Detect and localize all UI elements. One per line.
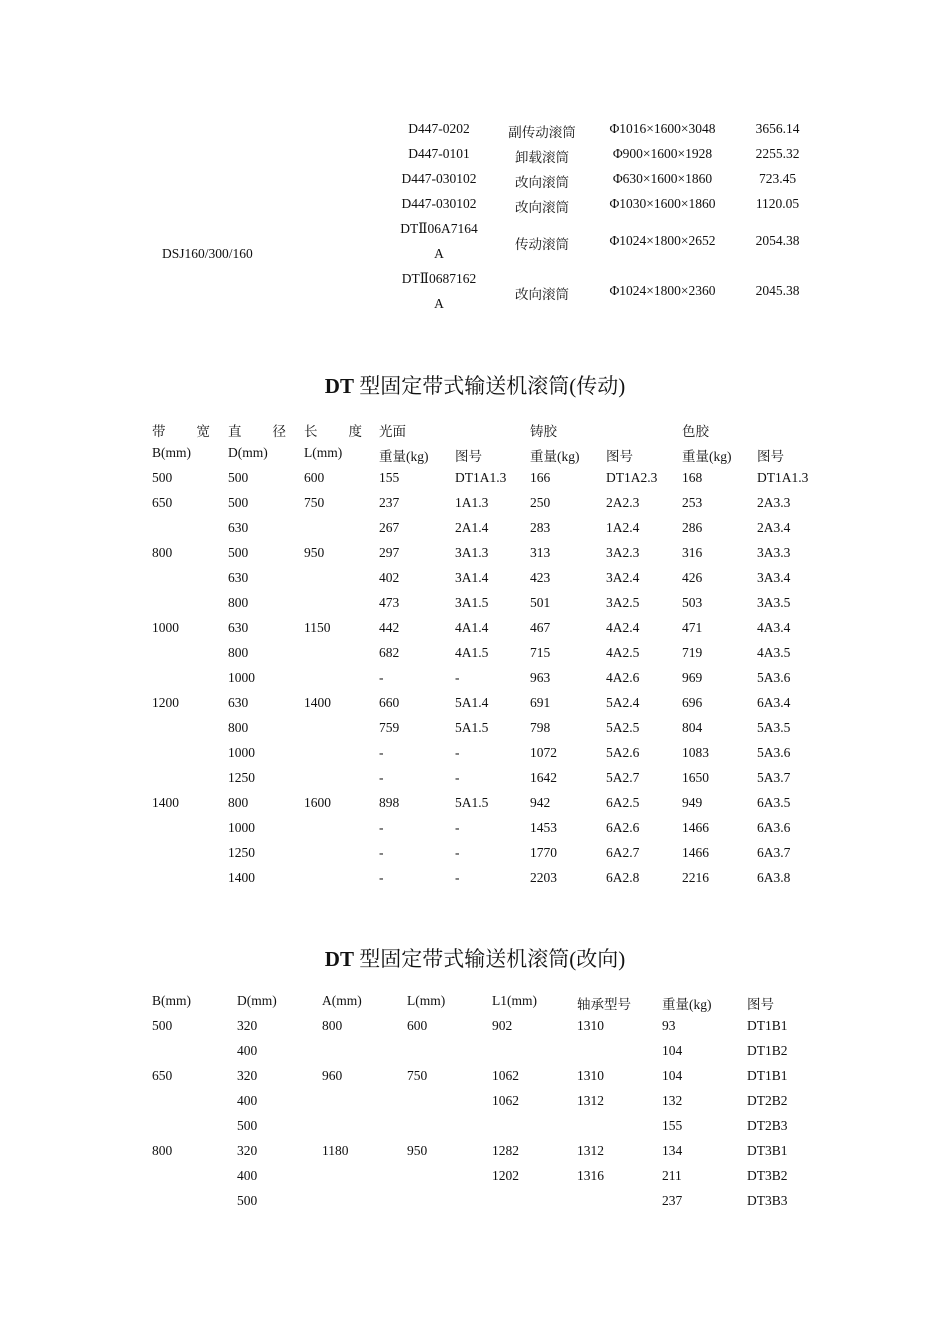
cell-plain-weight: 297 [379, 545, 400, 560]
part-spec: Φ1030×1600×1860 [609, 196, 716, 211]
cell-plain-drawing: 2A1.4 [455, 520, 489, 535]
part-spec: Φ1016×1600×3048 [609, 121, 716, 136]
header-char: 度 [348, 424, 362, 439]
cell-l1-dim: 1062 [492, 1093, 519, 1108]
header-char: 长 [304, 424, 318, 439]
header-color-weight: 重量(kg) [682, 449, 732, 464]
cell-cast-drawing: 6A2.5 [606, 795, 640, 810]
header-weight: 重量(kg) [662, 997, 712, 1012]
cell-color-weight: 1650 [682, 770, 709, 785]
cell-belt-width: 650 [152, 1068, 173, 1083]
cell-l1-dim: 902 [492, 1018, 513, 1033]
title-bold-prefix: DT [324, 374, 354, 398]
cell-color-weight: 253 [682, 495, 703, 510]
cell-plain-drawing: 5A1.5 [455, 795, 489, 810]
cell-weight: 132 [662, 1093, 683, 1108]
cell-plain-drawing: 4A1.5 [455, 645, 489, 660]
cell-cast-drawing: DT1A2.3 [606, 470, 658, 485]
cell-drawing-number: DT2B2 [747, 1093, 788, 1108]
cell-diameter: 1000 [228, 820, 255, 835]
cell-l1-dim: 1282 [492, 1143, 519, 1158]
cell-color-weight: 696 [682, 695, 703, 710]
cell-cast-weight: 1770 [530, 845, 557, 860]
part-weight: 1120.05 [755, 196, 800, 211]
header-cast-drawing: 图号 [606, 449, 633, 464]
cell-color-drawing: 3A3.4 [757, 570, 791, 585]
cell-plain-drawing: 4A1.4 [455, 620, 489, 635]
cell-cast-drawing: 3A2.5 [606, 595, 640, 610]
cell-color-weight: 426 [682, 570, 703, 585]
cell-color-weight: 1466 [682, 845, 709, 860]
cell-plain-weight: - [379, 745, 384, 760]
cell-belt-width: 1000 [152, 620, 179, 635]
cell-cast-weight: 2203 [530, 870, 557, 885]
part-weight: 723.45 [758, 171, 797, 186]
header-char: 带 [152, 424, 166, 439]
cell-cast-weight: 1072 [530, 745, 557, 760]
cell-color-drawing: 6A3.7 [757, 845, 791, 860]
cell-plain-weight: - [379, 870, 384, 885]
part-weight: 3656.14 [755, 121, 800, 136]
cell-plain-weight: - [379, 845, 384, 860]
cell-plain-drawing: 3A1.5 [455, 595, 489, 610]
part-spec: Φ1024×1800×2652 [609, 233, 716, 248]
cell-plain-weight: 660 [379, 695, 400, 710]
cell-l1-dim: 1202 [492, 1168, 519, 1183]
cell-diameter: 800 [228, 645, 249, 660]
cell-plain-drawing: - [455, 745, 460, 760]
header-cast-weight: 重量(kg) [530, 449, 580, 464]
cell-diameter: 630 [228, 520, 249, 535]
cell-cast-weight: 1642 [530, 770, 557, 785]
cell-color-weight: 949 [682, 795, 703, 810]
part-name: 副传动滚筒 [508, 125, 576, 140]
cell-plain-drawing: - [455, 820, 460, 835]
cell-cast-drawing: 2A2.3 [606, 495, 640, 510]
cell-color-weight: 168 [682, 470, 703, 485]
cell-diameter: 320 [237, 1068, 258, 1083]
part-name: 传动滚筒 [515, 237, 569, 252]
part-weight: 2054.38 [755, 233, 800, 248]
cell-diameter: 320 [237, 1018, 258, 1033]
cell-cast-drawing: 3A2.4 [606, 570, 640, 585]
cell-color-drawing: 4A3.5 [757, 645, 791, 660]
cell-cast-drawing: 4A2.4 [606, 620, 640, 635]
cell-cast-drawing: 3A2.3 [606, 545, 640, 560]
cell-plain-weight: - [379, 670, 384, 685]
part-spec: Φ1024×1800×2360 [609, 283, 716, 298]
part-code: DTⅡ0687162 [401, 271, 477, 286]
cell-diameter: 800 [228, 795, 249, 810]
title-text: 型固定带式输送机滚筒(改向) [353, 947, 626, 971]
cell-diameter: 320 [237, 1143, 258, 1158]
cell-color-weight: 969 [682, 670, 703, 685]
cell-diameter: 800 [228, 720, 249, 735]
part-code-suffix: A [434, 296, 444, 311]
cell-drawing-number: DT1B2 [747, 1043, 788, 1058]
cell-color-weight: 2216 [682, 870, 709, 885]
header-diameter: D(mm) [228, 445, 268, 460]
cell-cast-weight: 313 [530, 545, 551, 560]
cell-plain-weight: - [379, 820, 384, 835]
header-belt-width: B(mm) [152, 445, 191, 460]
cell-cast-weight: 423 [530, 570, 551, 585]
header-length: L(mm) [407, 993, 446, 1008]
cell-cast-weight: 798 [530, 720, 551, 735]
cell-diameter: 1400 [228, 870, 255, 885]
cell-color-drawing: DT1A1.3 [757, 470, 809, 485]
header-a-dim: A(mm) [322, 993, 362, 1008]
part-name: 卸载滚筒 [515, 150, 569, 165]
cell-bearing-model: 1310 [577, 1018, 604, 1033]
cell-cast-drawing: 6A2.6 [606, 820, 640, 835]
header-drawing-number: 图号 [747, 997, 774, 1012]
cell-drawing-number: DT3B2 [747, 1168, 788, 1183]
cell-diameter: 1000 [228, 745, 255, 760]
cell-weight: 104 [662, 1043, 683, 1058]
cell-diameter: 500 [237, 1193, 258, 1208]
cell-belt-width: 1400 [152, 795, 179, 810]
cell-color-drawing: 6A3.8 [757, 870, 791, 885]
header-length: L(mm) [304, 445, 343, 460]
cell-cast-drawing: 5A2.7 [606, 770, 640, 785]
header-diameter: D(mm) [237, 993, 277, 1008]
cell-color-weight: 286 [682, 520, 703, 535]
cell-color-weight: 719 [682, 645, 703, 660]
cell-length: 1600 [304, 795, 331, 810]
header-plain: 光面 [379, 424, 406, 439]
cell-diameter: 630 [228, 570, 249, 585]
part-code: DTⅡ06A7164 [400, 221, 478, 236]
cell-weight: 155 [662, 1118, 683, 1133]
cell-plain-drawing: 5A1.5 [455, 720, 489, 735]
cell-plain-drawing: 3A1.4 [455, 570, 489, 585]
cell-diameter: 500 [228, 470, 249, 485]
header-cast-rubber: 铸胶 [530, 424, 557, 439]
cell-plain-weight: 237 [379, 495, 400, 510]
cell-bearing-model: 1312 [577, 1143, 604, 1158]
title-text: 型固定带式输送机滚筒(传动) [353, 374, 626, 398]
cell-cast-drawing: 4A2.5 [606, 645, 640, 660]
cell-diameter: 500 [228, 545, 249, 560]
cell-weight: 93 [662, 1018, 676, 1033]
cell-diameter: 1250 [228, 770, 255, 785]
cell-plain-drawing: 5A1.4 [455, 695, 489, 710]
cell-weight: 237 [662, 1193, 683, 1208]
header-length [304, 420, 362, 440]
header-bearing-model: 轴承型号 [577, 997, 631, 1012]
cell-color-drawing: 3A3.3 [757, 545, 791, 560]
cell-color-drawing: 5A3.5 [757, 720, 791, 735]
cell-drawing-number: DT1B1 [747, 1018, 788, 1033]
cell-diameter: 800 [228, 595, 249, 610]
cell-drawing-number: DT3B1 [747, 1143, 788, 1158]
part-weight: 2045.38 [755, 283, 800, 298]
cell-cast-drawing: 4A2.6 [606, 670, 640, 685]
cell-diameter: 500 [237, 1118, 258, 1133]
cell-plain-weight: 473 [379, 595, 400, 610]
cell-cast-weight: 166 [530, 470, 551, 485]
part-weight: 2255.32 [755, 146, 800, 161]
cell-plain-drawing: - [455, 770, 460, 785]
cell-plain-drawing: 1A1.3 [455, 495, 489, 510]
cell-cast-weight: 467 [530, 620, 551, 635]
cell-cast-drawing: 1A2.4 [606, 520, 640, 535]
header-belt-width: B(mm) [152, 993, 191, 1008]
title-bold-prefix: DT [324, 947, 354, 971]
model-name: DSJ160/300/160 [162, 246, 253, 261]
header-width [152, 420, 210, 440]
cell-drawing-number: DT2B3 [747, 1118, 788, 1133]
cell-plain-weight: 759 [379, 720, 400, 735]
cell-diameter: 1250 [228, 845, 255, 860]
cell-cast-drawing: 5A2.5 [606, 720, 640, 735]
cell-cast-weight: 250 [530, 495, 551, 510]
part-code: D447-0202 [408, 121, 470, 136]
cell-diameter: 1000 [228, 670, 255, 685]
cell-color-drawing: 2A3.4 [757, 520, 791, 535]
cell-cast-drawing: 6A2.7 [606, 845, 640, 860]
cell-length: 1400 [304, 695, 331, 710]
cell-belt-width: 1200 [152, 695, 179, 710]
part-code-suffix: A [434, 246, 444, 261]
cell-cast-weight: 691 [530, 695, 551, 710]
part-name: 改向滚筒 [515, 200, 569, 215]
cell-plain-weight: 898 [379, 795, 400, 810]
cell-cast-weight: 942 [530, 795, 551, 810]
cell-a-dim: 960 [322, 1068, 343, 1083]
part-code: D447-030102 [401, 196, 477, 211]
cell-color-drawing: 6A3.5 [757, 795, 791, 810]
cell-belt-width: 500 [152, 470, 173, 485]
cell-diameter: 630 [228, 620, 249, 635]
cell-weight: 134 [662, 1143, 683, 1158]
cell-weight: 211 [662, 1168, 682, 1183]
header-color-rubber: 色胶 [682, 424, 709, 439]
cell-diameter: 400 [237, 1168, 258, 1183]
cell-cast-weight: 715 [530, 645, 551, 660]
cell-diameter: 400 [237, 1093, 258, 1108]
cell-plain-drawing: - [455, 870, 460, 885]
cell-diameter: 630 [228, 695, 249, 710]
cell-color-weight: 471 [682, 620, 703, 635]
part-name: 改向滚筒 [515, 175, 569, 190]
part-code: D447-0101 [408, 146, 470, 161]
bend-section-title [0, 943, 950, 973]
header-char: 径 [272, 424, 286, 439]
cell-plain-weight: 682 [379, 645, 400, 660]
part-spec: Φ630×1600×1860 [612, 171, 713, 186]
cell-drawing-number: DT1B1 [747, 1068, 788, 1083]
cell-color-drawing: 3A3.5 [757, 595, 791, 610]
cell-a-dim: 1180 [322, 1143, 349, 1158]
cell-bearing-model: 1312 [577, 1093, 604, 1108]
cell-cast-drawing: 5A2.6 [606, 745, 640, 760]
cell-cast-weight: 1453 [530, 820, 557, 835]
cell-length: 1150 [304, 620, 331, 635]
cell-plain-weight: 267 [379, 520, 400, 535]
cell-bearing-model: 1310 [577, 1068, 604, 1083]
header-color-drawing: 图号 [757, 449, 784, 464]
cell-l1-dim: 1062 [492, 1068, 519, 1083]
cell-length: 600 [407, 1018, 428, 1033]
cell-plain-drawing: 3A1.3 [455, 545, 489, 560]
cell-color-weight: 1083 [682, 745, 709, 760]
cell-length: 950 [407, 1143, 428, 1158]
cell-plain-weight: 402 [379, 570, 400, 585]
cell-plain-weight: 442 [379, 620, 400, 635]
cell-cast-drawing: 5A2.4 [606, 695, 640, 710]
cell-cast-weight: 501 [530, 595, 551, 610]
header-char: 宽 [196, 424, 210, 439]
cell-length: 750 [407, 1068, 428, 1083]
cell-plain-weight: - [379, 770, 384, 785]
cell-color-weight: 804 [682, 720, 703, 735]
cell-weight: 104 [662, 1068, 683, 1083]
cell-diameter: 500 [228, 495, 249, 510]
cell-color-weight: 1466 [682, 820, 709, 835]
cell-length: 950 [304, 545, 325, 560]
header-char: 直 [228, 424, 242, 439]
header-diameter [228, 420, 286, 440]
drive-section-title [0, 370, 950, 400]
cell-a-dim: 800 [322, 1018, 343, 1033]
cell-diameter: 400 [237, 1043, 258, 1058]
cell-cast-weight: 283 [530, 520, 551, 535]
cell-color-drawing: 6A3.4 [757, 695, 791, 710]
part-spec: Φ900×1600×1928 [612, 146, 713, 161]
part-name: 改向滚筒 [515, 287, 569, 302]
cell-bearing-model: 1316 [577, 1168, 604, 1183]
part-code: D447-030102 [401, 171, 477, 186]
cell-cast-weight: 963 [530, 670, 551, 685]
cell-plain-drawing: DT1A1.3 [455, 470, 507, 485]
cell-color-drawing: 6A3.6 [757, 820, 791, 835]
cell-color-drawing: 4A3.4 [757, 620, 791, 635]
cell-length: 750 [304, 495, 325, 510]
cell-color-drawing: 5A3.6 [757, 670, 791, 685]
cell-cast-drawing: 6A2.8 [606, 870, 640, 885]
cell-plain-drawing: - [455, 670, 460, 685]
cell-color-weight: 503 [682, 595, 703, 610]
cell-belt-width: 650 [152, 495, 173, 510]
header-plain-drawing: 图号 [455, 449, 482, 464]
cell-plain-weight: 155 [379, 470, 400, 485]
header-plain-weight: 重量(kg) [379, 449, 429, 464]
cell-drawing-number: DT3B3 [747, 1193, 788, 1208]
cell-color-drawing: 5A3.7 [757, 770, 791, 785]
cell-belt-width: 500 [152, 1018, 173, 1033]
header-l1-dim: L1(mm) [492, 993, 537, 1008]
cell-color-drawing: 2A3.3 [757, 495, 791, 510]
cell-length: 600 [304, 470, 325, 485]
cell-color-drawing: 5A3.6 [757, 745, 791, 760]
cell-belt-width: 800 [152, 545, 173, 560]
cell-plain-drawing: - [455, 845, 460, 860]
cell-color-weight: 316 [682, 545, 703, 560]
cell-belt-width: 800 [152, 1143, 173, 1158]
